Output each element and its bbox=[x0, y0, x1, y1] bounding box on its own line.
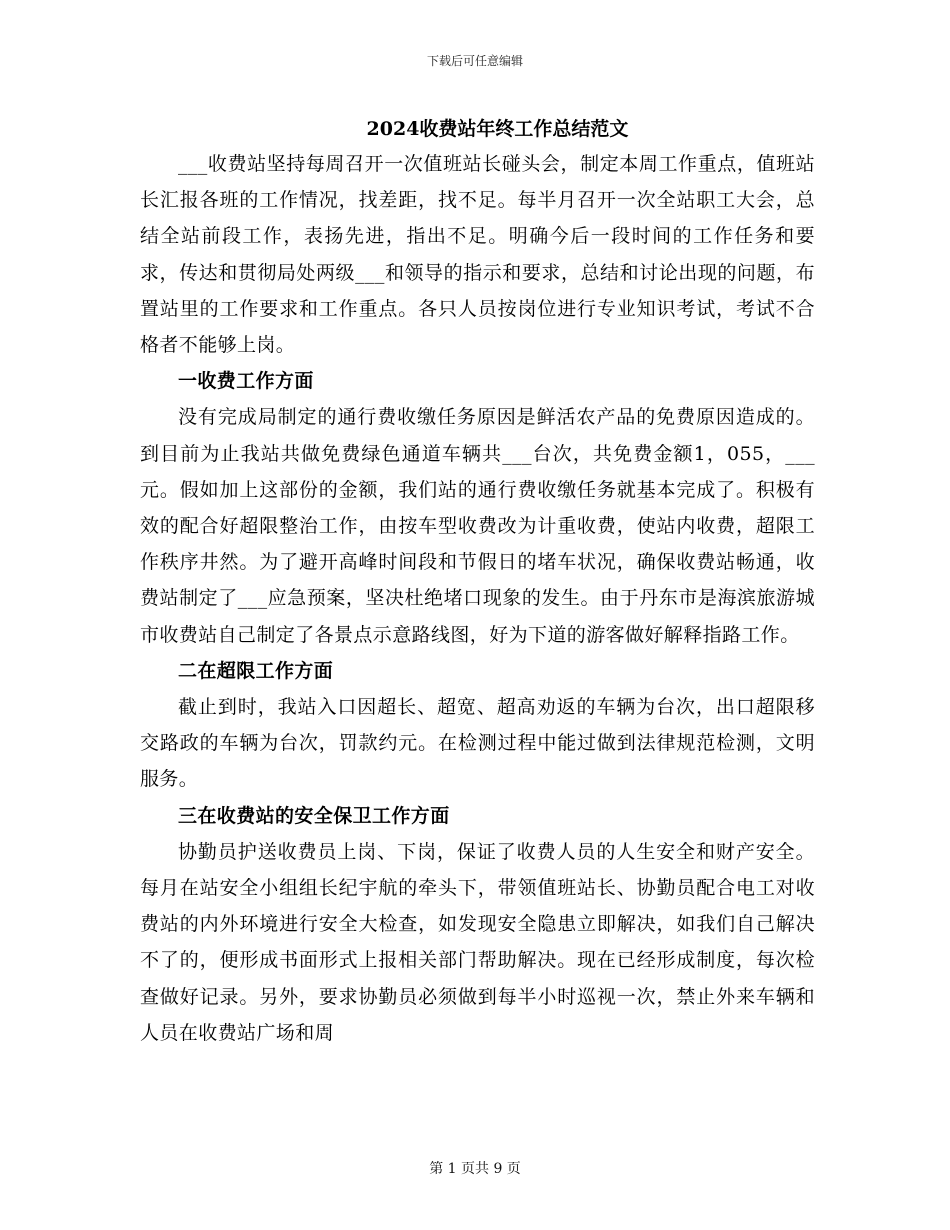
page-header-note: 下载后可任意编辑 bbox=[426, 54, 523, 68]
section-heading-security: 三在收费站的安全保卫工作方面 bbox=[178, 804, 450, 827]
paragraph-overlimit: 截止到时，我站入口因超长、超宽、超高劝返的车辆为台次，出口超限移交路政的车辆为台次，罚款约元。在检测过程中能过做到法律规范检测，文明服务。 bbox=[140, 696, 815, 791]
section-heading-toll: 一收费工作方面 bbox=[178, 370, 314, 393]
section-heading-overlimit: 二在超限工作方面 bbox=[178, 659, 334, 682]
document-body bbox=[140, 112, 815, 1051]
paragraph-intro: ___收费站坚持每周召开一次值班站长碰头会，制定本周工作重点，值班站长汇报各班的工作情况，找差距，找不足。每半月召开一次全站职工大会，总结全站前段工作，表扬先进，指出不足。明确今后一段时间的工作任务和要求，传达和贯彻局处两级___和领导的指示和要求，总结和讨论出现的问题，布置站里的工作要求和工作重点。各只人员按岗位进行专业知识考试，考试不合格者不能够上岗。 bbox=[140, 153, 815, 357]
paragraph-security: 协勤员护送收费员上岗、下岗，保证了收费人员的人生安全和财产安全。每月在站安全小组组长纪宇航的牵头下，带领值班站长、协勤员配合电工对收费站的内外环境进行安全大检查，如发现安全隐患立即解决，如我们自己解决不了的，便形成书面形式上报相关部门帮助解决。现在已经形成制度，每次检查做好记录。另外，要求协勤员必须做到每半小时巡视一次，禁止外来车辆和人员在收费站广场和周 bbox=[140, 840, 815, 1044]
page-footer-number: 第 1 页共 9 页 bbox=[429, 1161, 521, 1177]
document-title: 2024收费站年终工作总结范文 bbox=[366, 118, 629, 140]
paragraph-toll: 没有完成局制定的通行费收缴任务原因是鲜活农产品的免费原因造成的。到目前为止我站共做免费绿色通道车辆共___台次，共免费金额1，055，___元。假如加上这部份的金额，我们站的通行费收缴任务就基本完成了。积极有效的配合好超限整治工作，由按车型收费改为计重收费，使站内收费，超限工作秩序井然。为了避开高峰时间段和节假日的堵车状况，确保收费站畅通，收费站制定了___应急预案，坚决杜绝堵口现象的发生。由于丹东市是海滨旅游城市收费站自己制定了各景点示意路线图，好为下道的游客做好解释指路工作。 bbox=[140, 406, 815, 646]
